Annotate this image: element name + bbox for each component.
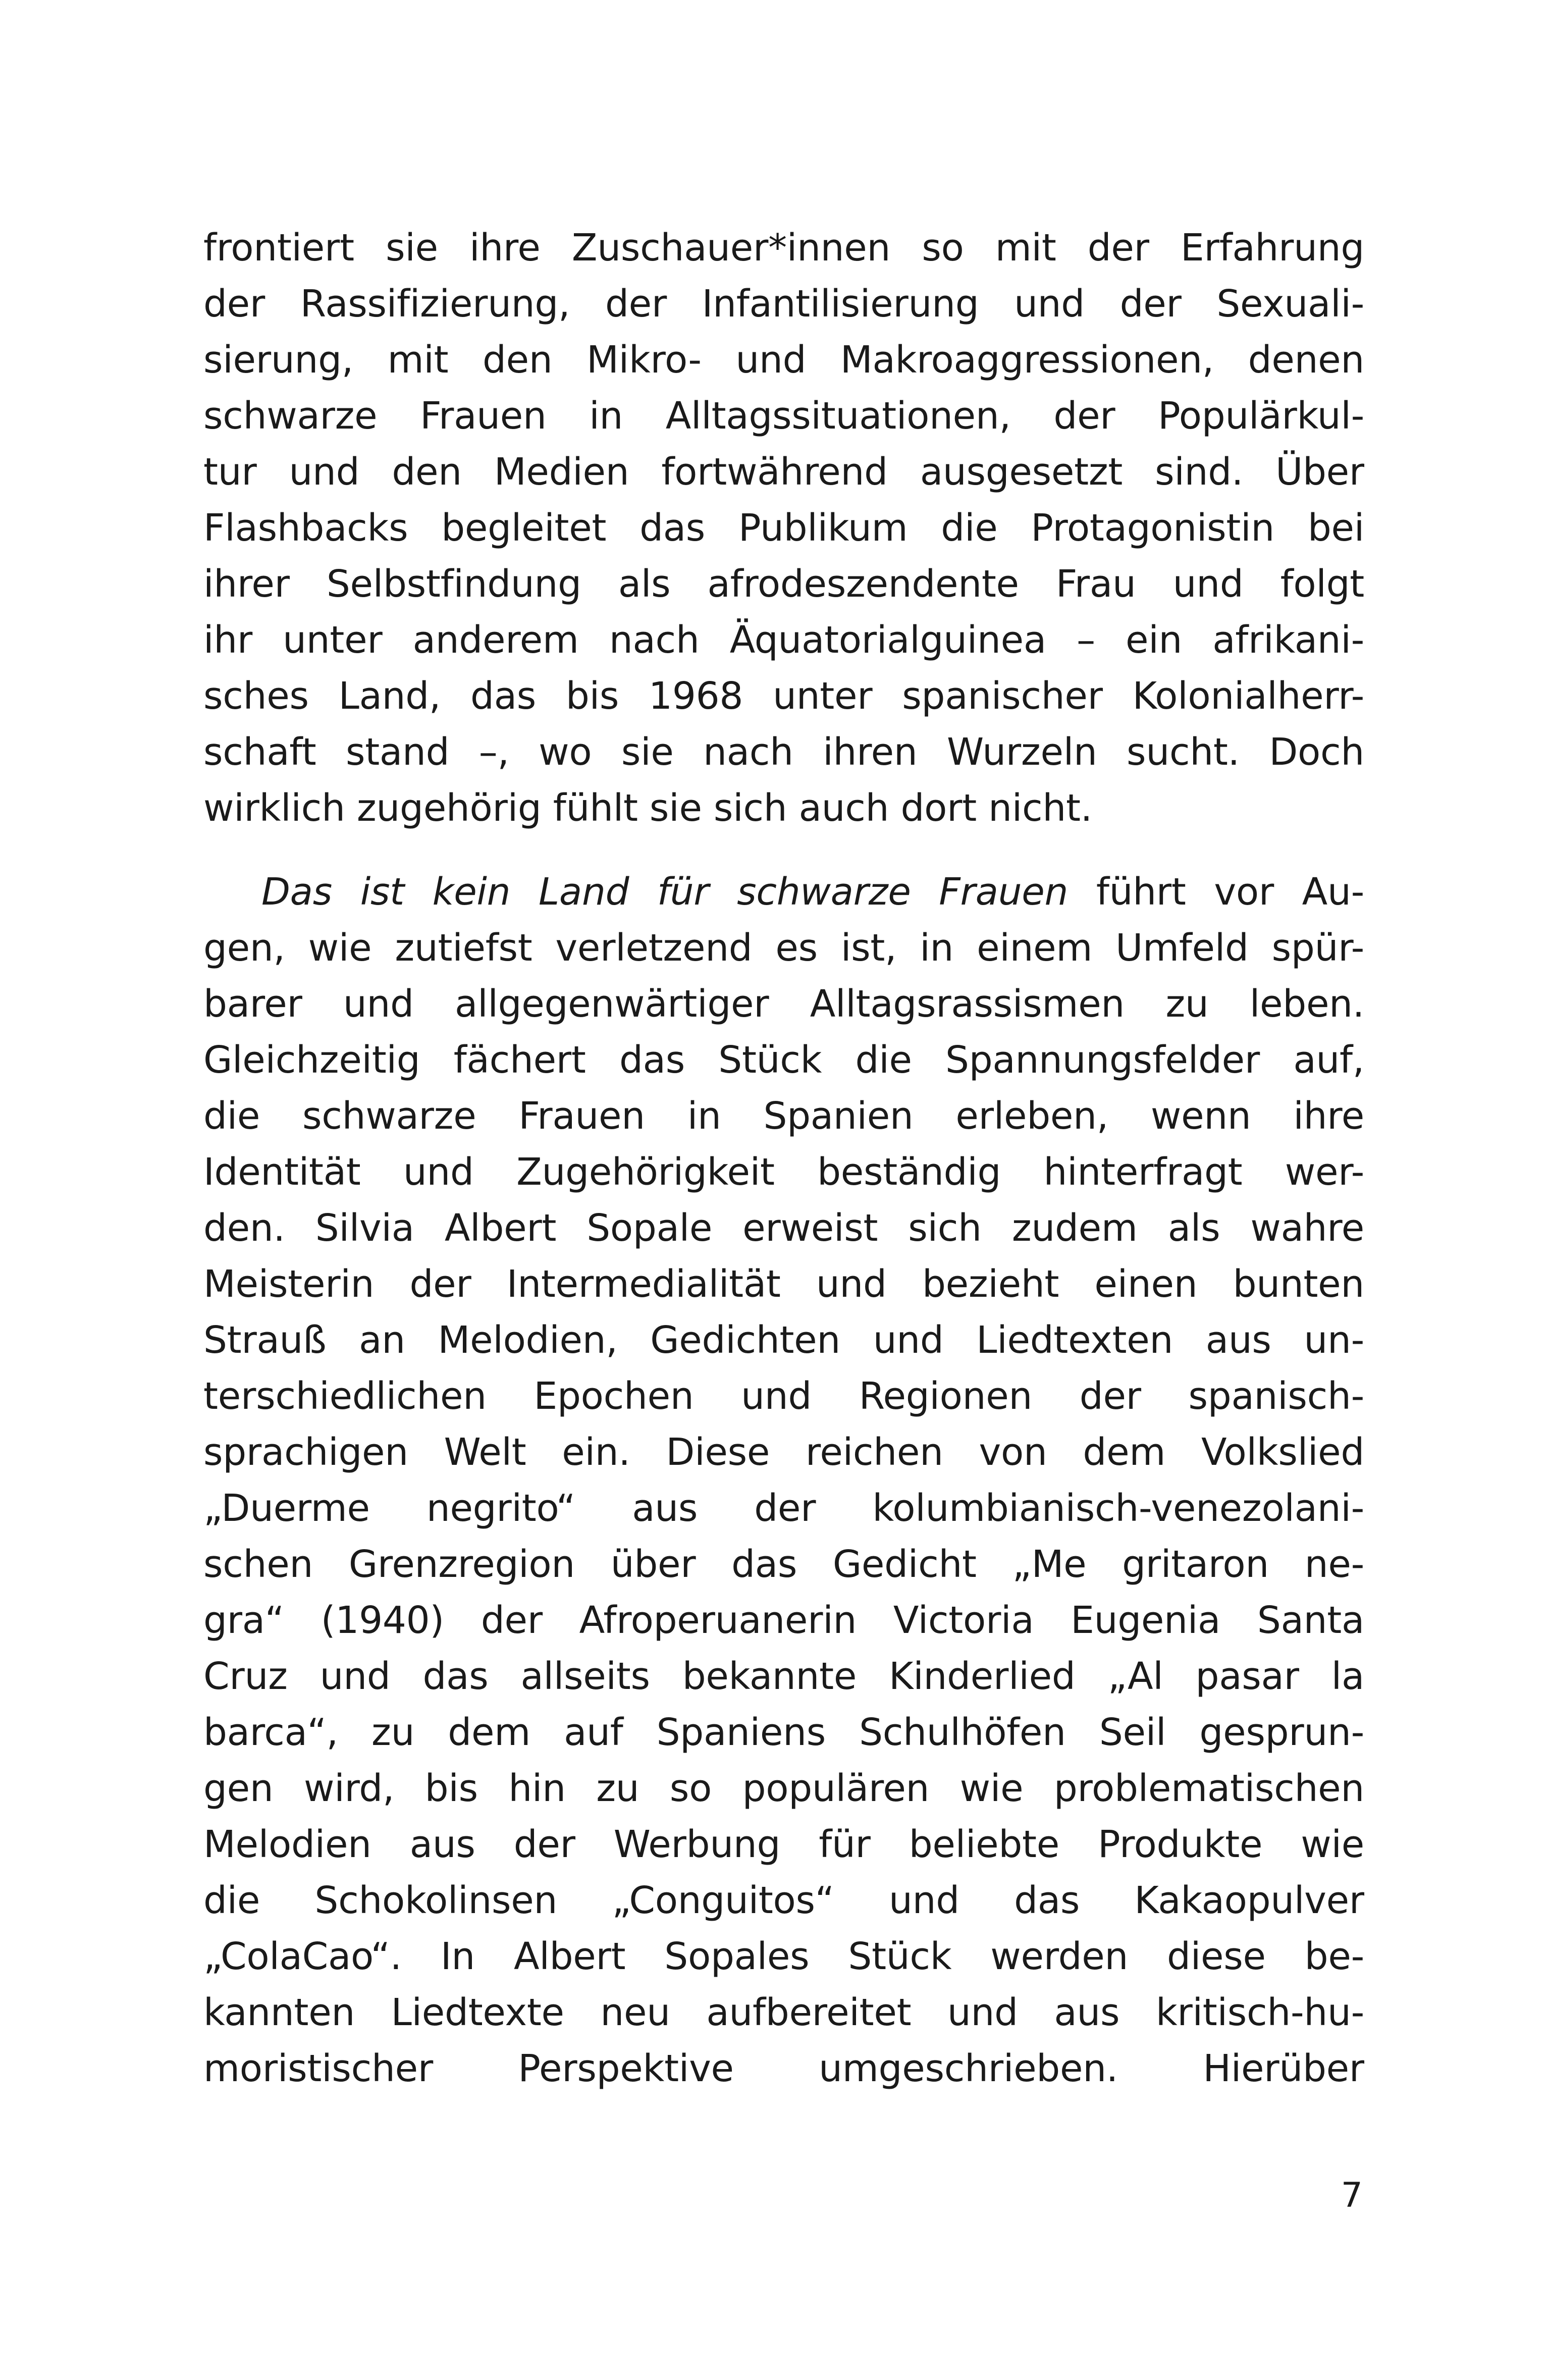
text-line: Meisterin der Intermedialität und bezieht einen bunten <box>203 1262 1364 1306</box>
text-line: frontiert sie ihre Zuschauer*innen so mit der Erfahrung <box>203 226 1364 270</box>
text-line: sierung, mit den Mikro- und Makroaggressionen, denen <box>203 338 1364 382</box>
text-line: kannten Liedtexte neu aufbereitet und aus kritisch-hu- <box>203 1991 1364 2034</box>
text-line: gen, wie zutiefst verletzend es ist, in einem Umfeld spür- <box>203 926 1364 970</box>
text-line: wirklich zugehörig fühlt sie sich auch dort nicht. <box>203 786 1092 830</box>
play-title: Das ist kein Land für schwarze Frauen <box>261 870 1069 914</box>
text-line: Gleichzeitig fächert das Stück die Spannungsfelder auf, <box>203 1038 1364 1082</box>
paragraph-1 <box>203 220 1364 836</box>
text-line: ihr unter anderem nach Äquatorialguinea – ein afrikani- <box>203 618 1364 662</box>
text-line: gen wird, bis hin zu so populären wie problematischen <box>203 1767 1364 1810</box>
text-line-first-rest: führt vor Au- <box>1068 870 1364 914</box>
text-line: sches Land, das bis 1968 unter spanischer Kolonialherr- <box>203 674 1364 718</box>
text-line: „ColaCao“. In Albert Sopales Stück werden diese be- <box>203 1935 1364 1978</box>
text-line: die Schokolinsen „Conguitos“ und das Kakaopulver <box>203 1879 1364 1922</box>
text-line: schwarze Frauen in Alltagssituationen, der Populärkul- <box>203 394 1364 438</box>
text-line: Cruz und das allseits bekannte Kinderlied „Al pasar la <box>203 1655 1364 1698</box>
text-line: Identität und Zugehörigkeit beständig hinterfragt wer- <box>203 1150 1364 1194</box>
text-line: „Duerme negrito“ aus der kolumbianisch-venezolani- <box>203 1487 1364 1530</box>
text-line: die schwarze Frauen in Spanien erleben, wenn ihre <box>203 1094 1364 1138</box>
text-line: schen Grenzregion über das Gedicht „Me gritaron ne- <box>203 1543 1364 1586</box>
text-line: gra“ (1940) der Afroperuanerin Victoria Eugenia Santa <box>203 1599 1364 1642</box>
text-line: tur und den Medien fortwährend ausgesetzt sind. Über <box>203 450 1364 494</box>
paragraph-2 <box>203 864 1364 2097</box>
text-line: terschiedlichen Epochen und Regionen der spanisch- <box>203 1374 1364 1418</box>
page-number: 7 <box>1341 2176 1363 2215</box>
text-line: ihrer Selbstfindung als afrodeszendente Frau und folgt <box>203 562 1364 606</box>
text-line: barer und allgegenwärtiger Alltagsrassismen zu leben. <box>203 982 1364 1026</box>
text-line: Strauß an Melodien, Gedichten und Liedtexten aus un- <box>203 1318 1364 1362</box>
text-line: moristischer Perspektive umgeschrieben. Hierüber <box>203 2047 1364 2090</box>
text-line: sprachigen Welt ein. Diese reichen von dem Volkslied <box>203 1431 1364 1474</box>
text-line: schaft stand –, wo sie nach ihren Wurzeln sucht. Doch <box>203 730 1364 774</box>
text-line: Flashbacks begleitet das Publikum die Protagonistin bei <box>203 506 1364 550</box>
text-line-first <box>203 864 1364 920</box>
text-line: der Rassifizierung, der Infantilisierung und der Sexuali- <box>203 282 1364 326</box>
text-line: barca“, zu dem auf Spaniens Schulhöfen Seil gesprun- <box>203 1711 1364 1754</box>
text-line: Melodien aus der Werbung für beliebte Produkte wie <box>203 1823 1364 1866</box>
text-line: den. Silvia Albert Sopale erweist sich zudem als wahre <box>203 1206 1364 1250</box>
